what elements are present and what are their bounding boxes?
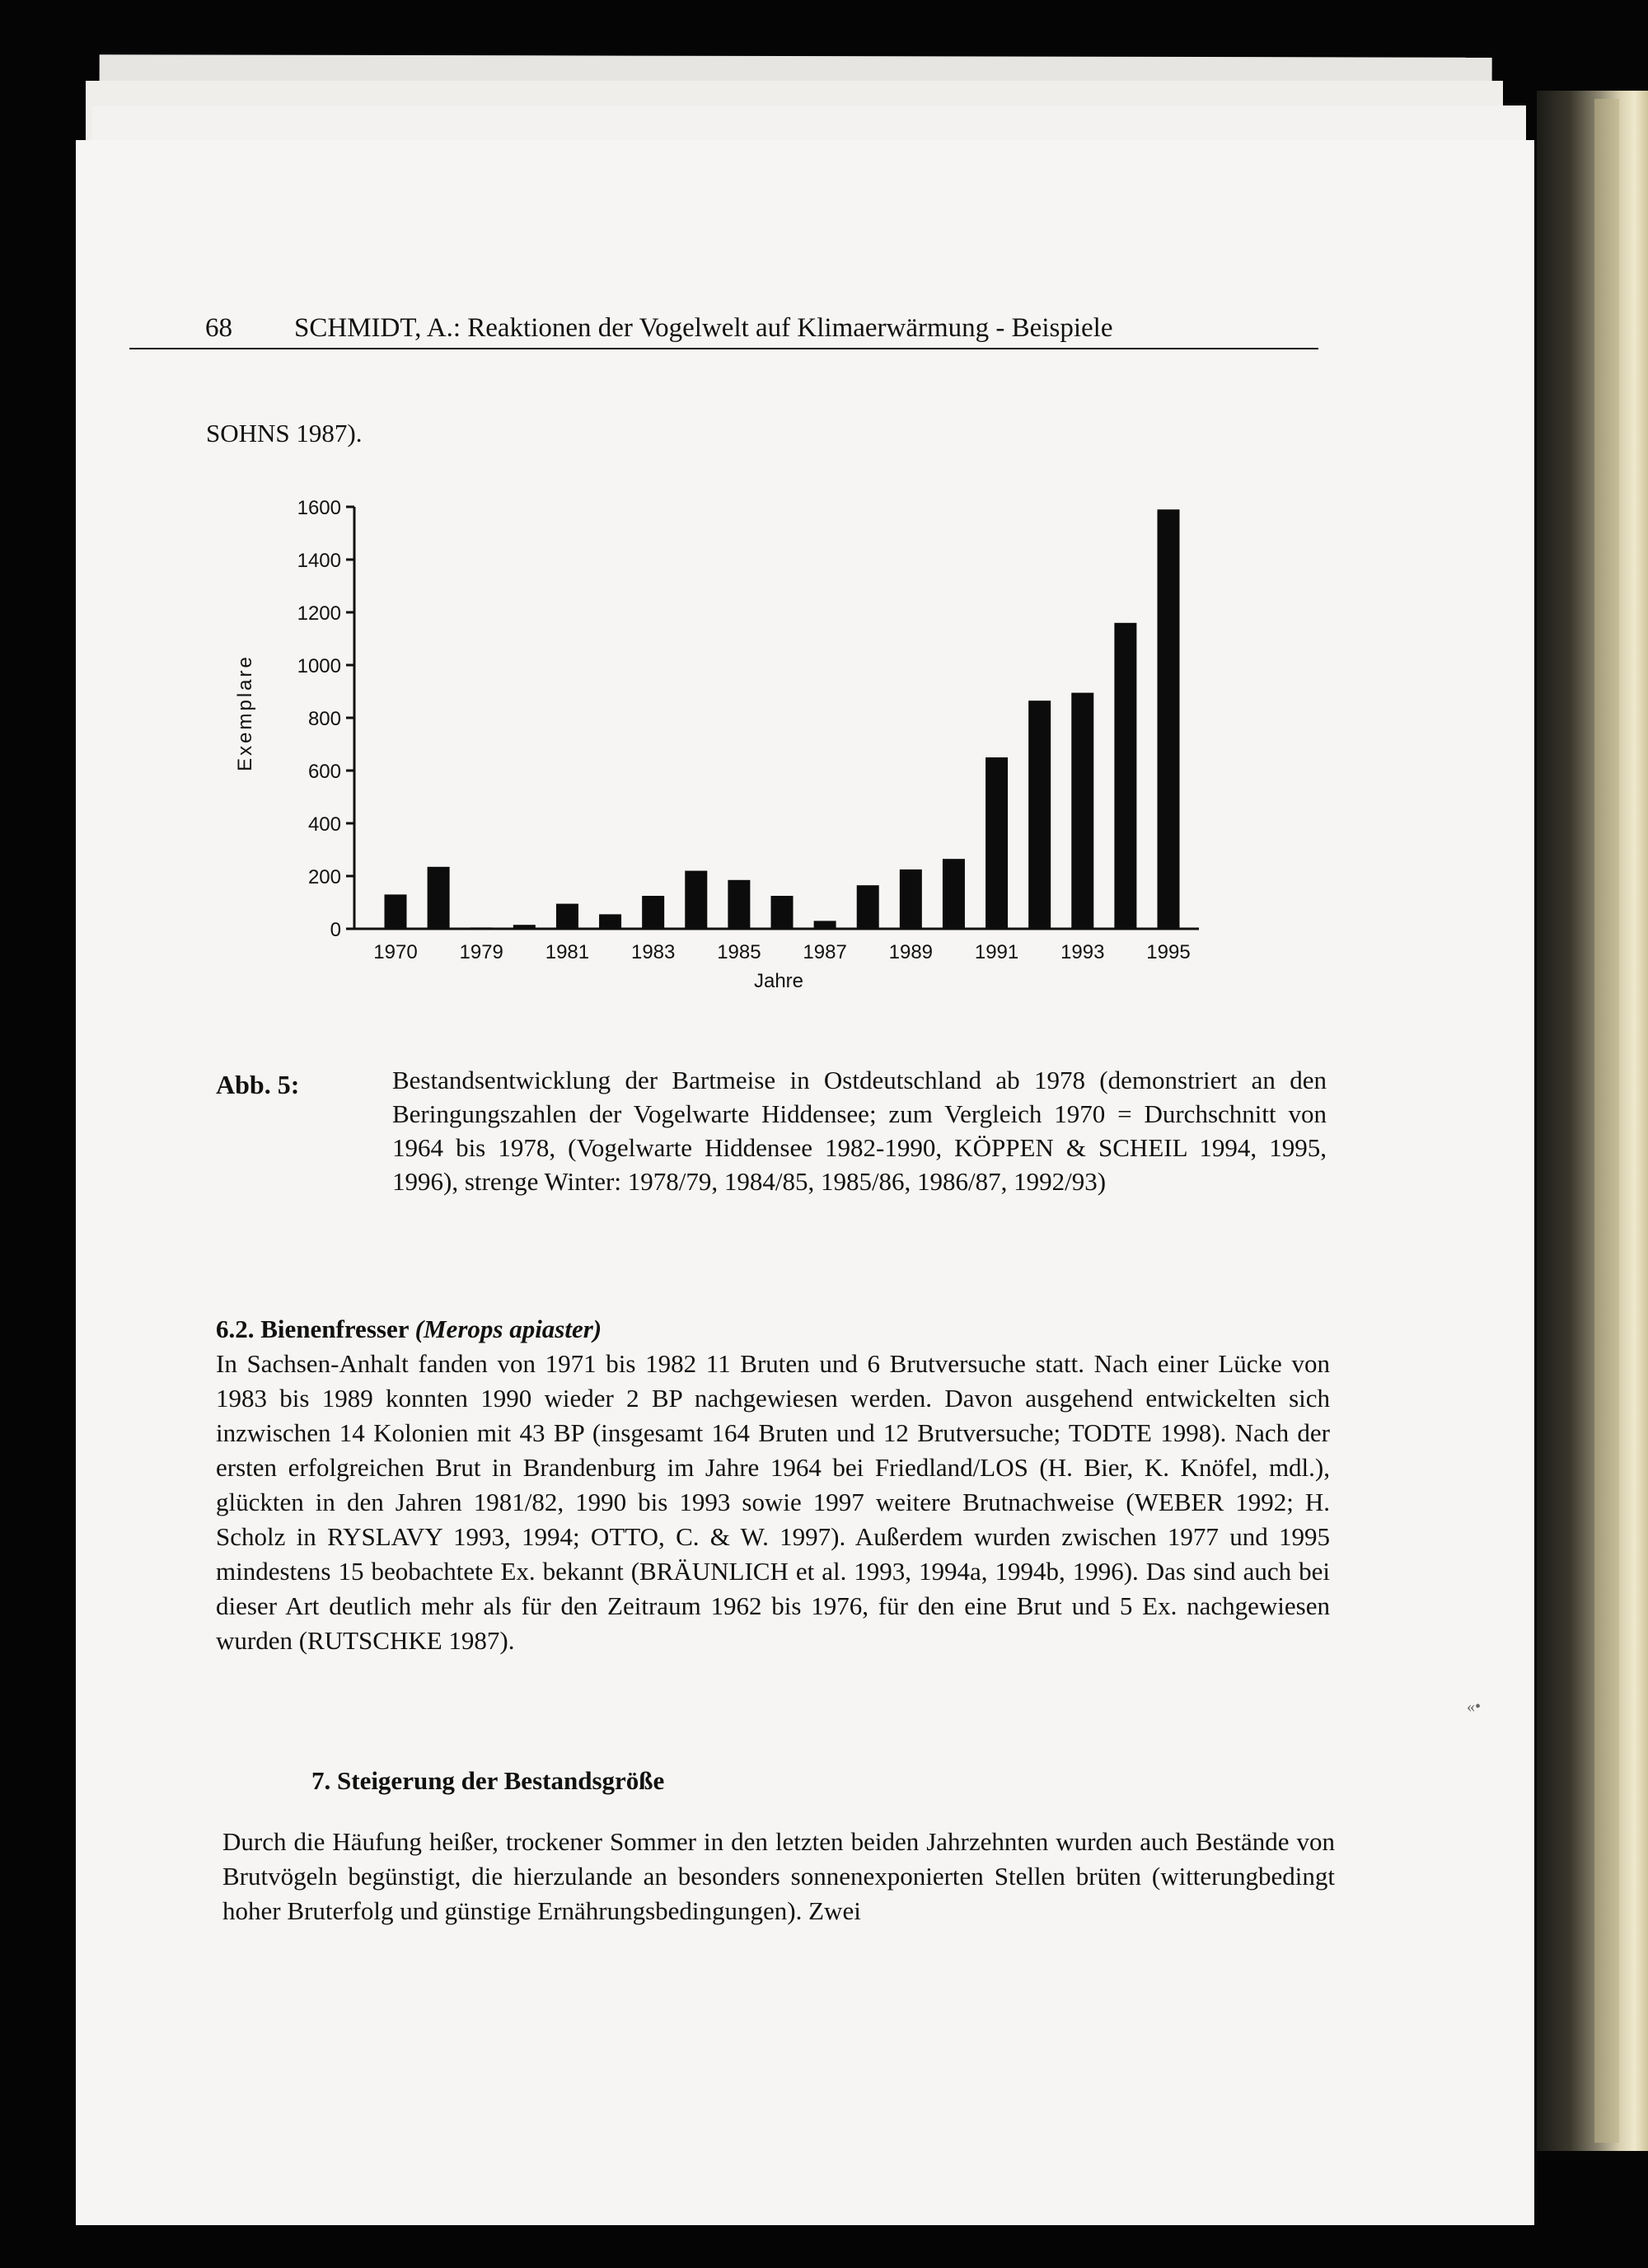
- figure-caption: Bestandsentwicklung der Bartmeise in Ostdeutschland ab 1978 (demonstriert an den Beringungszahlen der Vogelwarte Hiddensee; zum Vergleich 1970 = Durchschnitt von 1964 bis 1978, (Vogelwarte Hiddensee 1982-1990, KÖPPEN & SCHEIL 1994, 1995, 1996), strenge Winter: 1978/79, 1984/85, 1985/86, 1986/87, 1992/93): [392, 1066, 1327, 1196]
- intro-fragment: SOHNS 1987).: [206, 419, 363, 448]
- bar: [900, 869, 922, 929]
- bar: [385, 894, 407, 929]
- bar: [1158, 509, 1180, 929]
- x-tick-label: 1983: [630, 941, 676, 963]
- figure-label: Abb. 5:: [216, 1070, 300, 1099]
- bar: [857, 885, 879, 929]
- bar: [1028, 701, 1051, 929]
- binder-edge: [1537, 91, 1648, 2151]
- x-tick-label: 1987: [803, 941, 847, 963]
- scan-mark: «•: [1467, 1698, 1482, 1716]
- section-6-2-body: In Sachsen-Anhalt fanden von 1971 bis 1982 11 Bruten und 6 Brutversuche statt. Nach einer Lücke von 1983 bis 1989 konnten 1990 wieder 2 BP nachgewiesen werden. Davon ausgehend entwickelten sich inzwischen 14 Kolonien mit 43 BP (insgesamt 164 Bruten und 12 Brutversuche; TODTE 1998). Nach der ersten erfolgreichen Brut in Brandenburg im Jahre 1964 bei Friedland/LOS (H. Bier, K. Knöfel, mdl.), glückten in den Jahren 1981/82, 1990 bis 1993 sowie 1997 weitere Brutnachweise (WEBER 1992; H. Scholz in RYSLAVY 1993, 1994; OTTO, C. & W. 1997). Außerdem wurden zwischen 1977 und 1995 mindestens 15 beobachtete Ex. bekannt (BRÄUNLICH et al. 1993, 1994a, 1994b, 1996). Das sind auch bei dieser Art deutlich mehr als für den Zeitraum 1962 bis 1976, für den eine Brut und 5 Ex. nachgewiesen wurden (RUTSCHKE 1987).: [216, 1349, 1330, 1655]
- x-tick-label: 1970: [373, 941, 418, 963]
- y-tick-label: 0: [330, 919, 341, 941]
- bar: [986, 757, 1008, 929]
- x-tick-label: 1981: [545, 941, 590, 963]
- x-tick-label: 1993: [1060, 941, 1105, 963]
- binder-spine: [1594, 99, 1619, 2143]
- section-heading-6-2: [216, 1312, 602, 1347]
- x-tick-label: 1989: [888, 941, 934, 963]
- y-tick-label: 400: [307, 813, 341, 836]
- running-title: SCHMIDT, A.: Reaktionen der Vogelwelt auf Klimaerwärmung - Beispiele: [294, 313, 1113, 343]
- bar: [599, 914, 621, 929]
- bar: [771, 896, 794, 929]
- bar: [642, 896, 664, 929]
- running-header: [129, 307, 1318, 349]
- x-tick-label: 1991: [974, 941, 1019, 963]
- section-heading-7: 7. Steigerung der Bestandsgröße: [311, 1766, 665, 1795]
- y-tick-label: 1400: [297, 550, 341, 572]
- bar: [1071, 693, 1093, 929]
- y-axis-label: Exemplare: [234, 654, 256, 771]
- x-tick-label: 1985: [717, 941, 761, 963]
- plot-area: [297, 497, 1199, 963]
- section-title: Bienenfresser: [260, 1314, 409, 1343]
- section-number: 6.2.: [216, 1314, 255, 1343]
- bar: [556, 904, 578, 929]
- bar: [728, 880, 750, 929]
- page-number: 68: [205, 313, 232, 343]
- x-axis-label: Jahre: [753, 970, 804, 992]
- bar: [471, 927, 493, 929]
- y-tick-label: 1000: [297, 655, 341, 677]
- section-7-body: Durch die Häufung heißer, trockener Sommer in den letzten beiden Jahrzehnten wurden auch Bestände von Brutvögeln begünstigt, die hierzulande an besonders sonnenexponierten Stellen brüten (witterungbedingt hoher Bruterfolg und günstige Ernährungsbedingungen). Zwei: [222, 1827, 1335, 1925]
- bar: [513, 925, 536, 929]
- bar: [428, 867, 450, 929]
- bar: [814, 921, 836, 929]
- y-tick-label: 1200: [297, 602, 341, 625]
- bar: [1114, 623, 1136, 929]
- y-tick-label: 800: [307, 708, 341, 730]
- y-tick-label: 600: [307, 761, 341, 783]
- x-tick-label: 1979: [459, 941, 503, 963]
- bar: [943, 859, 965, 929]
- section-latin-name: (Merops apiaster): [414, 1314, 602, 1343]
- y-tick-label: 200: [307, 866, 341, 888]
- bar-chart: [222, 494, 1244, 1005]
- y-tick-label: 1600: [297, 497, 341, 519]
- bar: [685, 871, 707, 929]
- x-tick-label: 1995: [1146, 941, 1191, 963]
